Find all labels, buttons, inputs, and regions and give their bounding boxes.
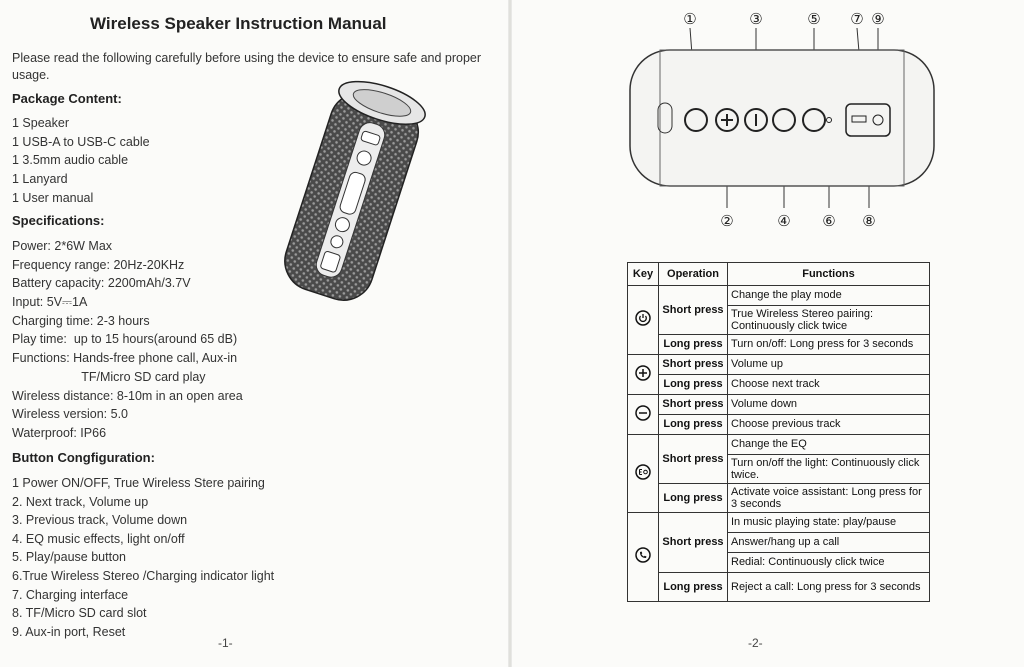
list-item: Power: 2*6W Max <box>12 239 113 253</box>
table-row <box>628 513 930 533</box>
function-cell: Turn on/off the light: Continuously click twice. <box>728 455 930 484</box>
list-item: 1 User manual <box>12 190 94 205</box>
spec-heading: Specifications: <box>12 213 105 228</box>
table-row <box>628 484 930 513</box>
function-cell: Reject a call: Long press for 3 seconds <box>728 573 930 602</box>
button-diagram <box>624 8 944 228</box>
table-row <box>628 375 930 395</box>
callout-4: ④ <box>777 212 791 228</box>
function-cell: Volume down <box>728 395 930 415</box>
callout-8: ⑧ <box>862 212 876 228</box>
operation-cell: Short press <box>659 435 728 484</box>
function-cell: True Wireless Stereo pairing: Continuously click twice <box>728 306 930 335</box>
list-item: 2. Next track, Volume up <box>12 494 149 509</box>
list-item: 1 Power ON/OFF, True Wireless Stere pairing <box>12 476 265 490</box>
table-header: Functions <box>728 263 930 286</box>
callout-6: ⑥ <box>822 212 836 228</box>
operation-cell: Short press <box>659 355 728 375</box>
manual-title: Wireless Speaker Instruction Manual <box>90 14 387 33</box>
callout-7: ⑦ <box>850 10 864 28</box>
operation-cell: Short press <box>659 395 728 415</box>
spec-list <box>12 237 243 443</box>
package-heading: Package Content: <box>12 91 122 106</box>
table-row <box>628 355 930 375</box>
function-cell: Choose previous track <box>728 415 930 435</box>
page-number-left: -1- <box>218 636 233 650</box>
function-cell: In music playing state: play/pause <box>728 513 930 533</box>
minus-icon <box>628 395 659 435</box>
function-table <box>627 262 930 602</box>
list-item: Waterproof: IP66 <box>12 425 107 440</box>
page-number-right: -2- <box>748 636 763 650</box>
callout-9: ⑨ <box>871 10 885 28</box>
list-item: 3. Previous track, Volume down <box>12 513 188 528</box>
list-item: Wireless distance: 8-10m in an open area <box>12 388 243 403</box>
list-item: 1 3.5mm audio cable <box>12 153 129 168</box>
left-page <box>0 0 510 667</box>
list-item: 1 USB-A to USB-C cable <box>12 134 150 149</box>
callout-2: ② <box>720 212 734 228</box>
table-row <box>628 395 930 415</box>
callout-5: ⑤ <box>807 10 821 28</box>
speaker-body-outline <box>630 50 934 186</box>
operation-cell: Long press <box>659 484 728 513</box>
function-cell: Change the play mode <box>728 286 930 306</box>
callout-1: ① <box>683 10 697 28</box>
list-item: 9. Aux-in port, Reset <box>12 624 126 639</box>
list-item: Functions: Hands-free phone call, Aux-in <box>12 351 238 366</box>
function-cell: Turn on/off: Long press for 3 seconds <box>728 335 930 355</box>
list-item: Play time: up to 15 hours(around 65 dB) <box>12 332 238 347</box>
table-header: Operation <box>659 263 728 286</box>
intro-text: Please read the following carefully before using the device to ensure safe and proper usage. <box>12 51 482 82</box>
config-list <box>12 474 274 641</box>
list-item: Frequency range: 20Hz-20KHz <box>12 257 185 272</box>
list-item: 5. Play/pause button <box>12 550 126 565</box>
function-cell: Activate voice assistant: Long press for 3 seconds <box>728 484 930 513</box>
list-item: 1 Speaker <box>12 116 69 130</box>
function-cell: Redial: Continuously click twice <box>728 553 930 573</box>
table-row <box>628 286 930 306</box>
function-cell: Volume up <box>728 355 930 375</box>
function-cell: Answer/hang up a call <box>728 533 930 553</box>
list-item: 4. EQ music effects, light on/off <box>12 531 185 546</box>
operation-cell: Long press <box>659 335 728 355</box>
table-row <box>628 435 930 455</box>
plus-icon <box>628 355 659 395</box>
eq-icon <box>628 435 659 513</box>
speaker-illustration <box>262 74 442 310</box>
list-item: 7. Charging interface <box>12 587 129 602</box>
operation-cell: Short press <box>659 286 728 335</box>
list-item: TF/Micro SD card play <box>12 369 206 384</box>
list-item: Battery capacity: 2200mAh/3.7V <box>12 276 191 291</box>
list-item: 1 Lanyard <box>12 172 68 187</box>
operation-cell: Short press <box>659 513 728 573</box>
phone-icon <box>628 513 659 602</box>
list-item: Input: 5V⎓1A <box>12 295 88 310</box>
list-item: 8. TF/Micro SD card slot <box>12 606 147 621</box>
list-item: Charging time: 2-3 hours <box>12 313 150 328</box>
function-cell: Change the EQ <box>728 435 930 455</box>
list-item: 6.True Wireless Stereo /Charging indicator light <box>12 568 275 583</box>
config-heading: Button Congfiguration: <box>12 450 155 465</box>
power-icon <box>628 286 659 355</box>
package-list <box>12 114 150 207</box>
table-row <box>628 573 930 602</box>
function-cell: Choose next track <box>728 375 930 395</box>
list-item: Wireless version: 5.0 <box>12 407 129 422</box>
table-row <box>628 415 930 435</box>
table-header: Key <box>628 263 659 286</box>
table-row <box>628 335 930 355</box>
operation-cell: Long press <box>659 573 728 602</box>
operation-cell: Long press <box>659 375 728 395</box>
callout-3: ③ <box>749 10 763 28</box>
operation-cell: Long press <box>659 415 728 435</box>
